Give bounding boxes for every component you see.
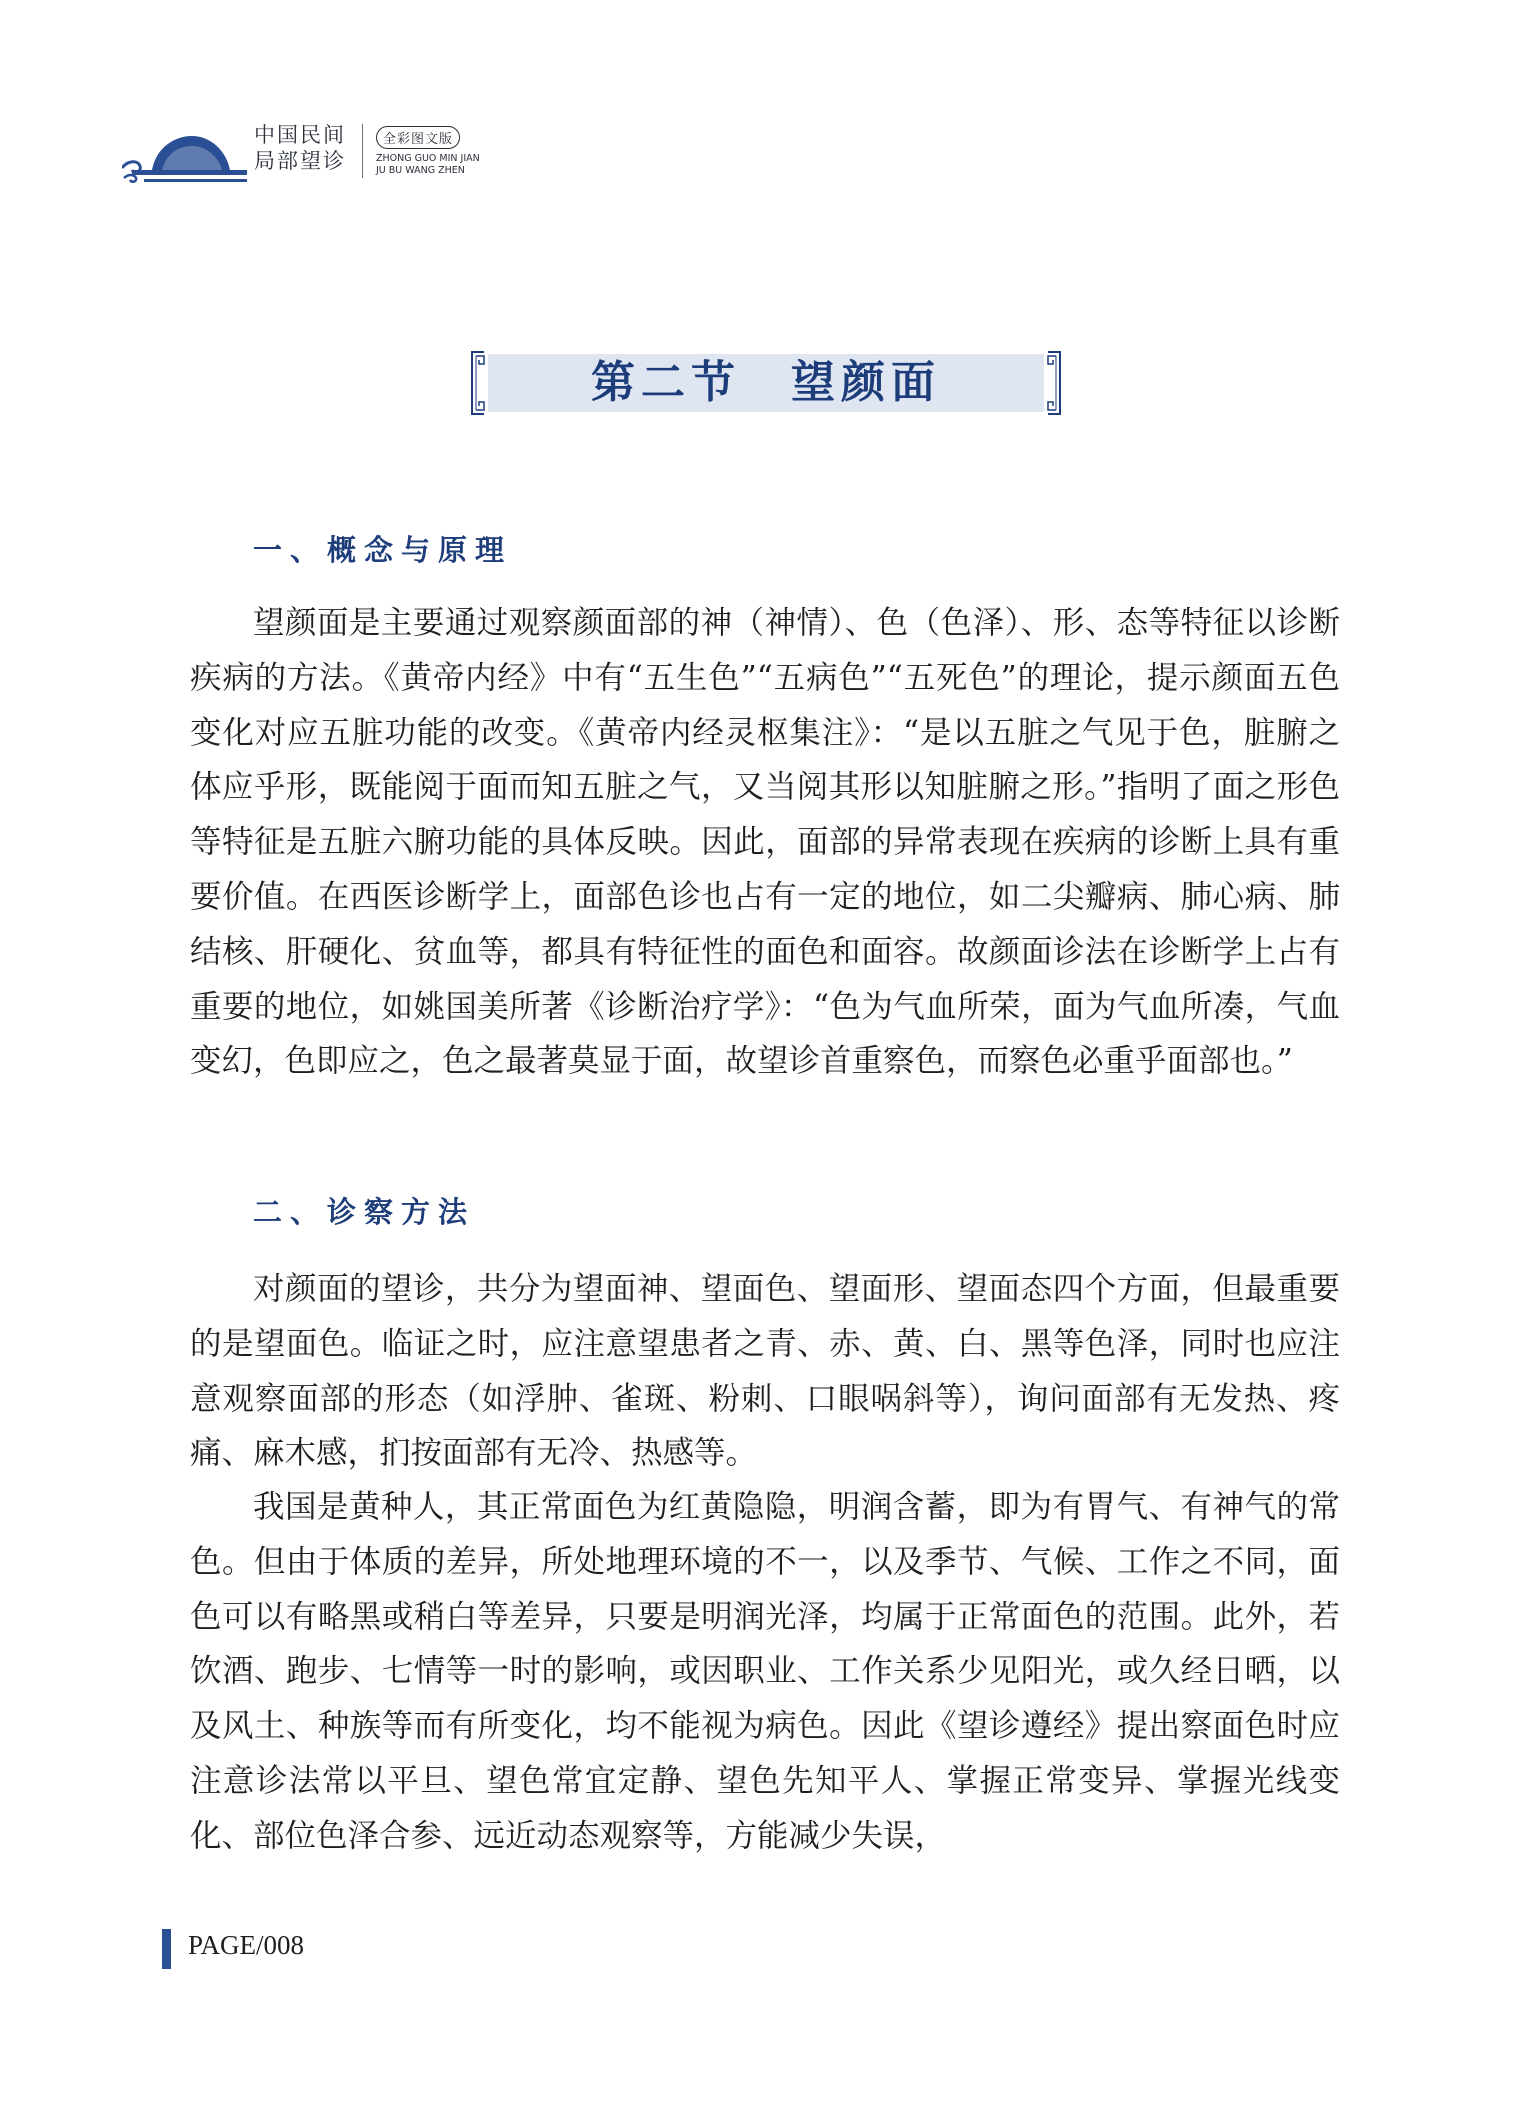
page-number: PAGE/008 <box>188 1930 305 1960</box>
book-title-line1: 中国民间 <box>254 123 346 147</box>
book-title-line2: 局部望诊 <box>254 149 346 173</box>
right-bracket-ornament-icon <box>1044 350 1066 416</box>
book-title-cn <box>254 122 346 174</box>
book-title-en-line2: JU BU WANG ZHEN <box>376 165 465 176</box>
section-title-banner <box>466 350 1066 416</box>
cloud-wave-logo-icon <box>122 128 247 188</box>
edition-badge: 全彩图文版 <box>376 126 460 149</box>
subsection-heading-concept: 一、概念与原理 <box>253 533 513 567</box>
header-divider <box>362 124 363 178</box>
paragraph-method-1: 对颜面的望诊，共分为望面神、望面色、望面形、望面态四个方面，但最重要的是望面色。临证之时，应注意望患者之青、赤、黄、白、黑等色泽，同时也应注意观察面部的形态（如浮肿、雀斑、粉刺、口眼㖞斜等），询问面部有无发热、疼痛、麻木感，扪按面部有无冷、热感等。 <box>190 1271 1340 1472</box>
paragraph-method-2: 我国是黄种人，其正常面色为红黄隐隐，明润含蓄，即为有胃气、有神气的常色。但由于体质的差异，所处地理环境的不一，以及季节、气候、工作之不同，面色可以有略黑或稍白等差异，只要是明润光泽，均属于正常面色的范围。此外，若饮酒、跑步、七情等一时的影响，或因职业、工作关系少见阳光，或久经日晒，以及风土、种族等而有所变化，均不能视为病色。因此《望诊遵经》提出察面色时应注意诊法常以平旦、望色常宜定静、望色先知平人、掌握正常变异、掌握光线变化、部位色泽合参、远近动态观察等，方能减少失误， <box>190 1489 1340 1854</box>
subsection-heading-method: 二、诊察方法 <box>253 1195 476 1229</box>
running-header <box>122 118 522 198</box>
book-title-en-line1: ZHONG GUO MIN JIAN <box>376 153 480 164</box>
section-title: 第二节 望颜面 <box>591 357 941 408</box>
page-number-bar <box>162 1929 171 1969</box>
book-title-en <box>376 153 480 177</box>
paragraph-concept: 望颜面是主要通过观察颜面部的神（神情）、色（色泽）、形、态等特征以诊断疾病的方法。《黄帝内经》中有“五生色”“五病色”“五死色”的理论，提示颜面五色变化对应五脏功能的改变。《黄帝内经灵枢集注》：“是以五脏之气见于色，脏腑之体应乎形，既能阅于面而知五脏之气，又当阅其形以知脏腑之形。”指明了面之形色等特征是五脏六腑功能的具体反映。因此，面部的异常表现在疾病的诊断上具有重要价值。在西医诊断学上，面部色诊也占有一定的地位，如二尖瓣病、肺心病、肺结核、肝硬化、贫血等，都具有特征性的面色和面容。故颜面诊法在诊断学上占有重要的地位，如姚国美所著《诊断治疗学》：“色为气血所荣，面为气血所凑，气血变幻，色即应之，色之最著莫显于面，故望诊首重察色，而察色必重乎面部也。” <box>190 605 1340 1080</box>
